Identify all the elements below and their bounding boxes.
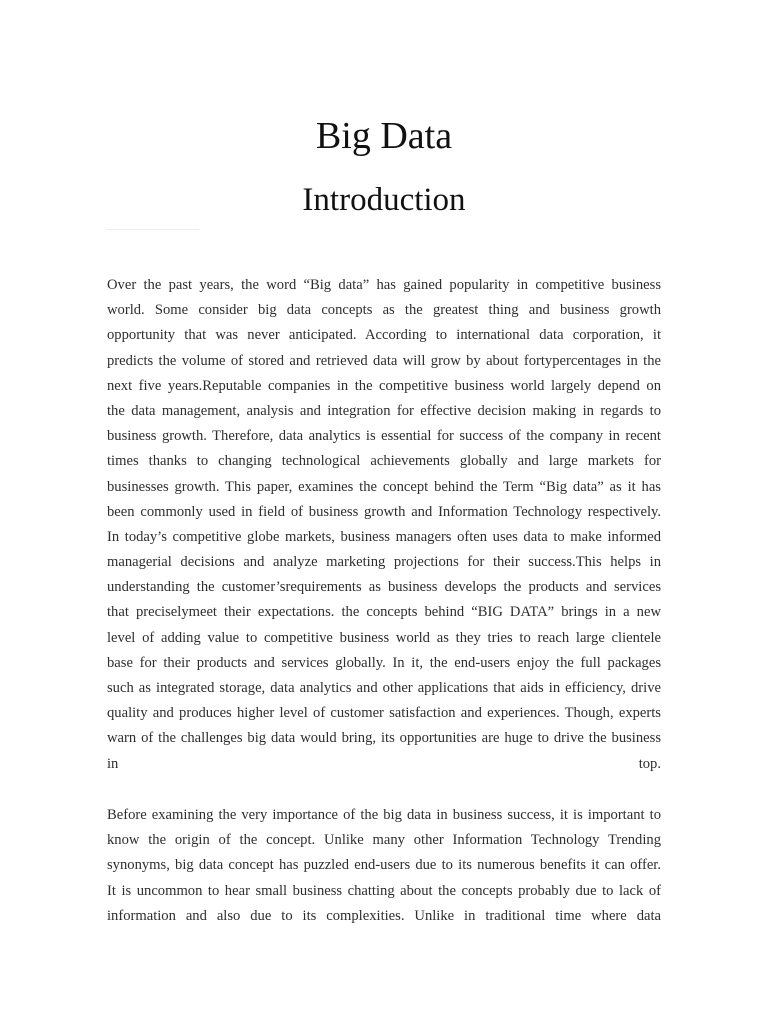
- text-line: understanding the customer’srequirements as business develops the products and services: [107, 579, 661, 596]
- text-line: information and also due to its complexities. Unlike in traditional time where data: [107, 907, 661, 924]
- text-line: Over the past years, the word “Big data” has gained popularity in competitive business: [107, 277, 661, 293]
- paragraph-origin: [107, 803, 661, 929]
- text-line: synonyms, big data concept has puzzled end-users due to its numerous benefits it can offer.: [107, 857, 661, 874]
- text-line: the data management, analysis and integration for effective decision making in regards to: [107, 402, 661, 419]
- section-heading: Introduction: [302, 182, 466, 218]
- paragraph-introduction: [107, 273, 661, 777]
- text-line: that preciselymeet their expectations. the concepts behind “BIG DATA” brings in a new: [107, 604, 661, 621]
- text-line: quality and produces higher level of customer satisfaction and experiences. Though, experts: [107, 705, 661, 722]
- text-line: predicts the volume of stored and retrieved data will grow by about fortypercentages in the: [107, 352, 661, 369]
- text-line: In today’s competitive globe markets, business managers often uses data to make informed: [107, 528, 661, 545]
- text-line: opportunity that was never anticipated. According to international data corporation, it: [107, 327, 661, 344]
- text-line: level of adding value to competitive business world as they tries to reach large clientele: [107, 629, 661, 646]
- text-line: It is uncommon to hear small business chatting about the concepts probably due to lack of: [107, 882, 661, 899]
- text-line: next five years.Reputable companies in the competitive business world largely depend on: [107, 377, 661, 394]
- text-line: managerial decisions and analyze marketing projections for their success.This helps in: [107, 554, 661, 571]
- text-line: Before examining the very importance of the big data in business success, it is important to: [107, 807, 661, 823]
- text-line: know the origin of the concept. Unlike many other Information Technology Trending: [107, 832, 661, 849]
- divider: [107, 229, 199, 230]
- text-line: base for their products and services globally. In it, the end-users enjoy the full packages: [107, 654, 661, 671]
- text-line: in top.: [107, 755, 661, 772]
- text-line: business growth. Therefore, data analytics is essential for success of the company in recent: [107, 428, 661, 445]
- text-line: such as integrated storage, data analytics and other applications that aids in efficiency, drive: [107, 680, 661, 696]
- document-title: Big Data: [315, 115, 453, 157]
- text-line: businesses growth. This paper, examines the concept behind the Term “Big data” as it has: [107, 478, 661, 495]
- text-line: warn of the challenges big data would bring, its opportunities are huge to drive the business: [107, 730, 661, 747]
- text-line: world. Some consider big data concepts as the greatest thing and business growth: [107, 302, 661, 319]
- text-line: been commonly used in field of business growth and Information Technology respectively.: [107, 503, 661, 520]
- text-line: times thanks to changing technological achievements globally and large markets for: [107, 453, 661, 470]
